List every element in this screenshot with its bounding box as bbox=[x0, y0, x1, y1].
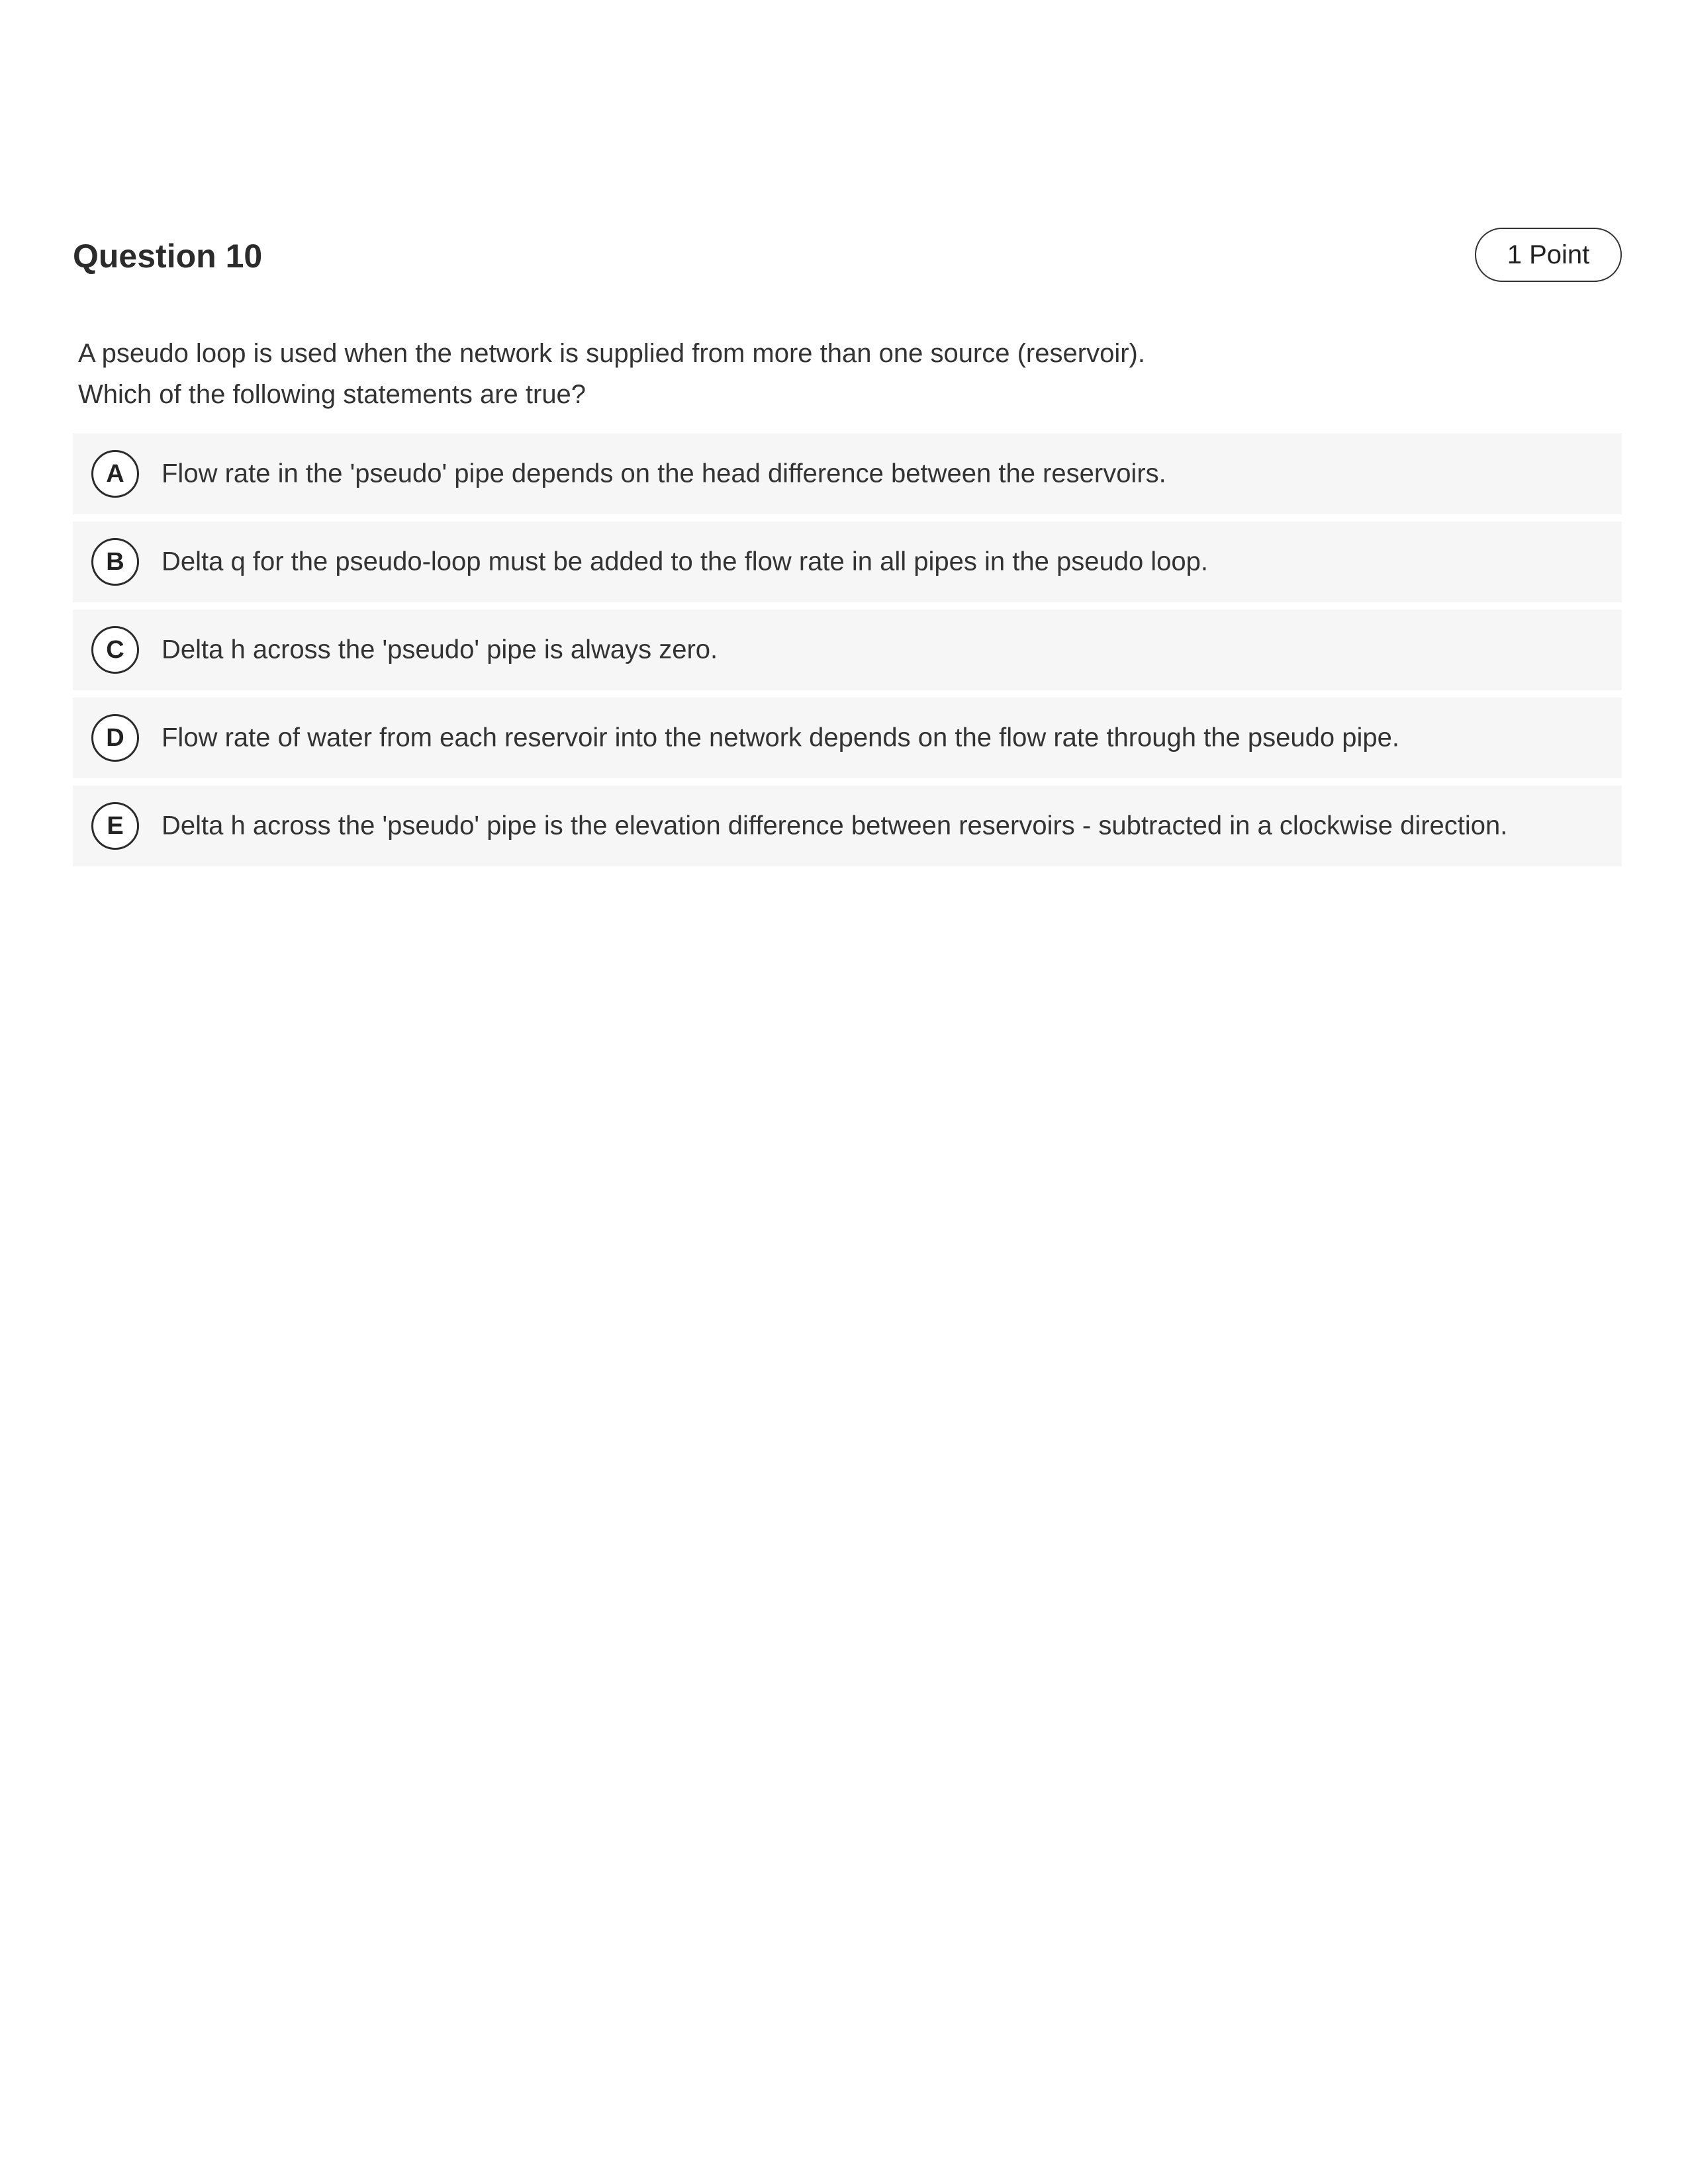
option-letter-badge: B bbox=[91, 538, 139, 586]
option-e[interactable] bbox=[73, 786, 1622, 866]
option-text: Delta h across the 'pseudo' pipe is the elevation difference between reservoirs - subtracted in a clockwise direction. bbox=[162, 811, 1508, 841]
option-text: Flow rate of water from each reservoir into the network depends on the flow rate through the pseudo pipe. bbox=[162, 723, 1399, 752]
answer-options bbox=[73, 433, 1622, 874]
question-title: Question 10 bbox=[73, 238, 263, 275]
points-badge: 1 Point bbox=[1475, 228, 1622, 282]
question-prompt bbox=[78, 333, 1601, 415]
option-a[interactable] bbox=[73, 433, 1622, 514]
option-text: Delta q for the pseudo-loop must be added to the flow rate in all pipes in the pseudo loop. bbox=[162, 547, 1209, 576]
question-header bbox=[73, 228, 1622, 285]
option-letter-badge: C bbox=[91, 626, 139, 674]
option-d[interactable] bbox=[73, 698, 1622, 778]
option-text: Flow rate in the 'pseudo' pipe depends on the head difference between the reservoirs. bbox=[162, 459, 1166, 488]
option-b[interactable] bbox=[73, 522, 1622, 602]
option-text: Delta h across the 'pseudo' pipe is always zero. bbox=[162, 635, 718, 664]
prompt-line: Which of the following statements are true? bbox=[78, 380, 586, 409]
prompt-line: A pseudo loop is used when the network is supplied from more than one source (reservoir). bbox=[78, 339, 1145, 368]
option-letter-badge: E bbox=[91, 802, 139, 850]
option-letter-badge: D bbox=[91, 714, 139, 762]
option-letter-badge: A bbox=[91, 450, 139, 498]
option-c[interactable] bbox=[73, 610, 1622, 690]
